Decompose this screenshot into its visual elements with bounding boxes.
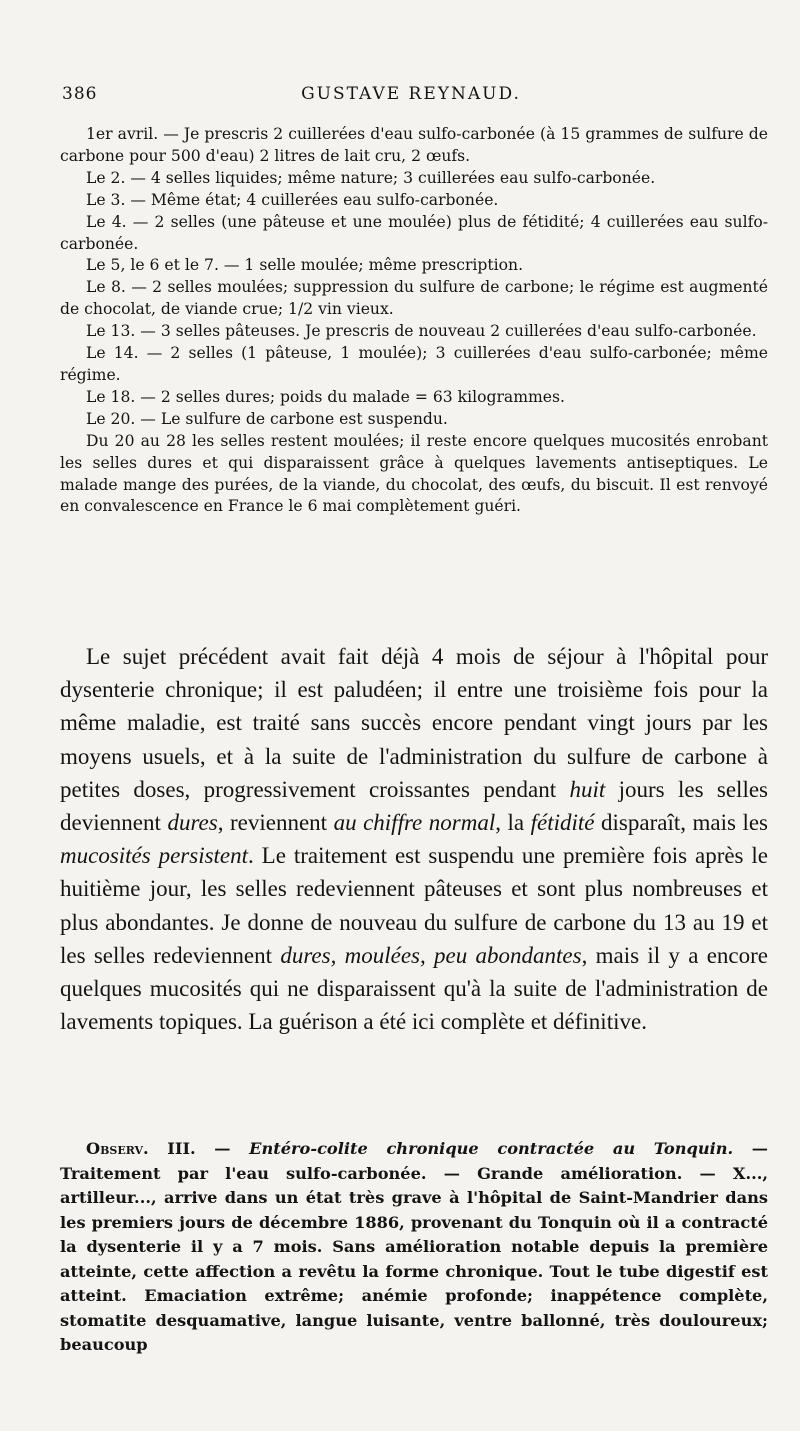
journal-entry: Le 2. — 4 selles liquides; même nature; 3 cuillerées eau sulfo-carbonée.: [86, 168, 656, 187]
emphasis: fétidité: [530, 810, 595, 836]
journal-entry: Le 13. — 3 selles pâteuses. Je prescris de nouveau 2 cuillerées d'eau sulfo-carbonée.: [86, 322, 757, 341]
emphasis: mucosités persistent: [60, 843, 249, 869]
commentary-paragraph: [60, 640, 768, 1038]
emphasis: au chiffre normal: [333, 810, 496, 836]
observation-section: [60, 1137, 768, 1358]
observation-text: [60, 1137, 768, 1358]
page-header: [62, 84, 760, 110]
text-run: jours les selles deviennent: [60, 776, 768, 836]
text-run: , la: [495, 810, 531, 836]
journal-entry: Le 18. — 2 selles dures; poids du malade = 63 kilogrammes.: [86, 387, 565, 406]
journal-entry: Le 14. — 2 selles (1 pâteuse, 1 moulée); 3 cuillerées d'eau sulfo-carbonée; même régime.: [60, 344, 768, 384]
observation-title: Entéro-colite chronique contractée au Tonquin.: [249, 1139, 734, 1158]
text-run: , reviennent: [217, 810, 334, 836]
emphasis: dures, moulées, peu abondantes: [280, 942, 582, 968]
journal-entry: Le 8. — 2 selles moulées; suppression du sulfure de carbone; le régime est augmenté de chocolat, de viande crue; 1/2 vin vieux.: [60, 278, 768, 319]
observation-body: — Traitement par l'eau sulfo-carbonée. — Grande amélioration. — X..., artilleur..., arrive dans un état très grave à l'hôpital de Saint-Mandrier dans les premiers jours de décembre 1886, provenant du Tonquin où il a contracté la dysenterie il y a 7 mois. Sans amélioration notable depuis la première atteinte, cette affection a revêtu la forme chronique. Tout le tube digestif est atteint. Emaciation extrême; anémie profonde; inappétence complète, stomatite desquamative, langue luisante, ventre ballonné, très douloureux; beaucoup: [60, 1139, 768, 1354]
journal-entry: 1er avril. — Je prescris 2 cuillerées d'eau sulfo-carbonée (à 15 grammes de sulfure de carbone pour 500 d'eau) 2 litres de lait cru, 2 œufs.: [60, 125, 768, 165]
running-head: GUSTAVE REYNAUD.: [301, 84, 521, 104]
emphasis: dures: [167, 810, 218, 836]
text-run: , mais il y a encore quelques mucosités qui ne disparaissent qu'à la suite de l'administration de lavements topiques. La guérison a été ici complète et définitive.: [60, 942, 769, 1035]
clinical-journal: [60, 124, 768, 518]
observation-number: III. —: [148, 1139, 250, 1158]
page-number: 386: [62, 84, 98, 104]
text-run: . Le traitement est suspendu une première fois après le huitième jour, les selles redeviennent pâteuses et sont plus nombreuses et plus abondantes. Je donne de nouveau du sulfure de carbone du 13 au 19 et les selles redeviennent: [60, 843, 768, 968]
journal-entry: Le 4. — 2 selles (une pâteuse et une moulée) plus de fétidité; 4 cuillerées eau sulfo-carbonée.: [60, 212, 768, 253]
journal-entry: Du 20 au 28 les selles restent moulées; il reste encore quelques mucosités enrobant les selles dures et qui disparaissent grâce à quelques lavements antiseptiques. Le malade mange des purées, de la viande, du chocolat, des œufs, du biscuit. Il est renvoyé en convalescence en France le 6 mai complètement guéri.: [60, 431, 768, 516]
journal-entry: Le 3. — Même état; 4 cuillerées eau sulfo-carbonée.: [86, 190, 499, 209]
commentary-text: [60, 640, 768, 1038]
emphasis: huit: [569, 776, 606, 802]
observation-label: Observ.: [86, 1139, 149, 1158]
text-run: Le sujet précédent avait fait déjà 4 mois de séjour à l'hôpital pour dysenterie chronique; il est paludéen; il entre une troisième fois pour la même maladie, est traité sans succès encore pendant vingt jours par les moyens usuels, et à la suite de l'administration du sulfure de carbone à petites doses, progressivement croissantes pendant: [60, 644, 768, 802]
journal-entry: Le 5, le 6 et le 7. — 1 selle moulée; même prescription.: [86, 256, 524, 275]
journal-entry: Le 20. — Le sulfure de carbone est suspendu.: [86, 409, 448, 428]
text-run: disparaît, mais les: [594, 810, 769, 836]
